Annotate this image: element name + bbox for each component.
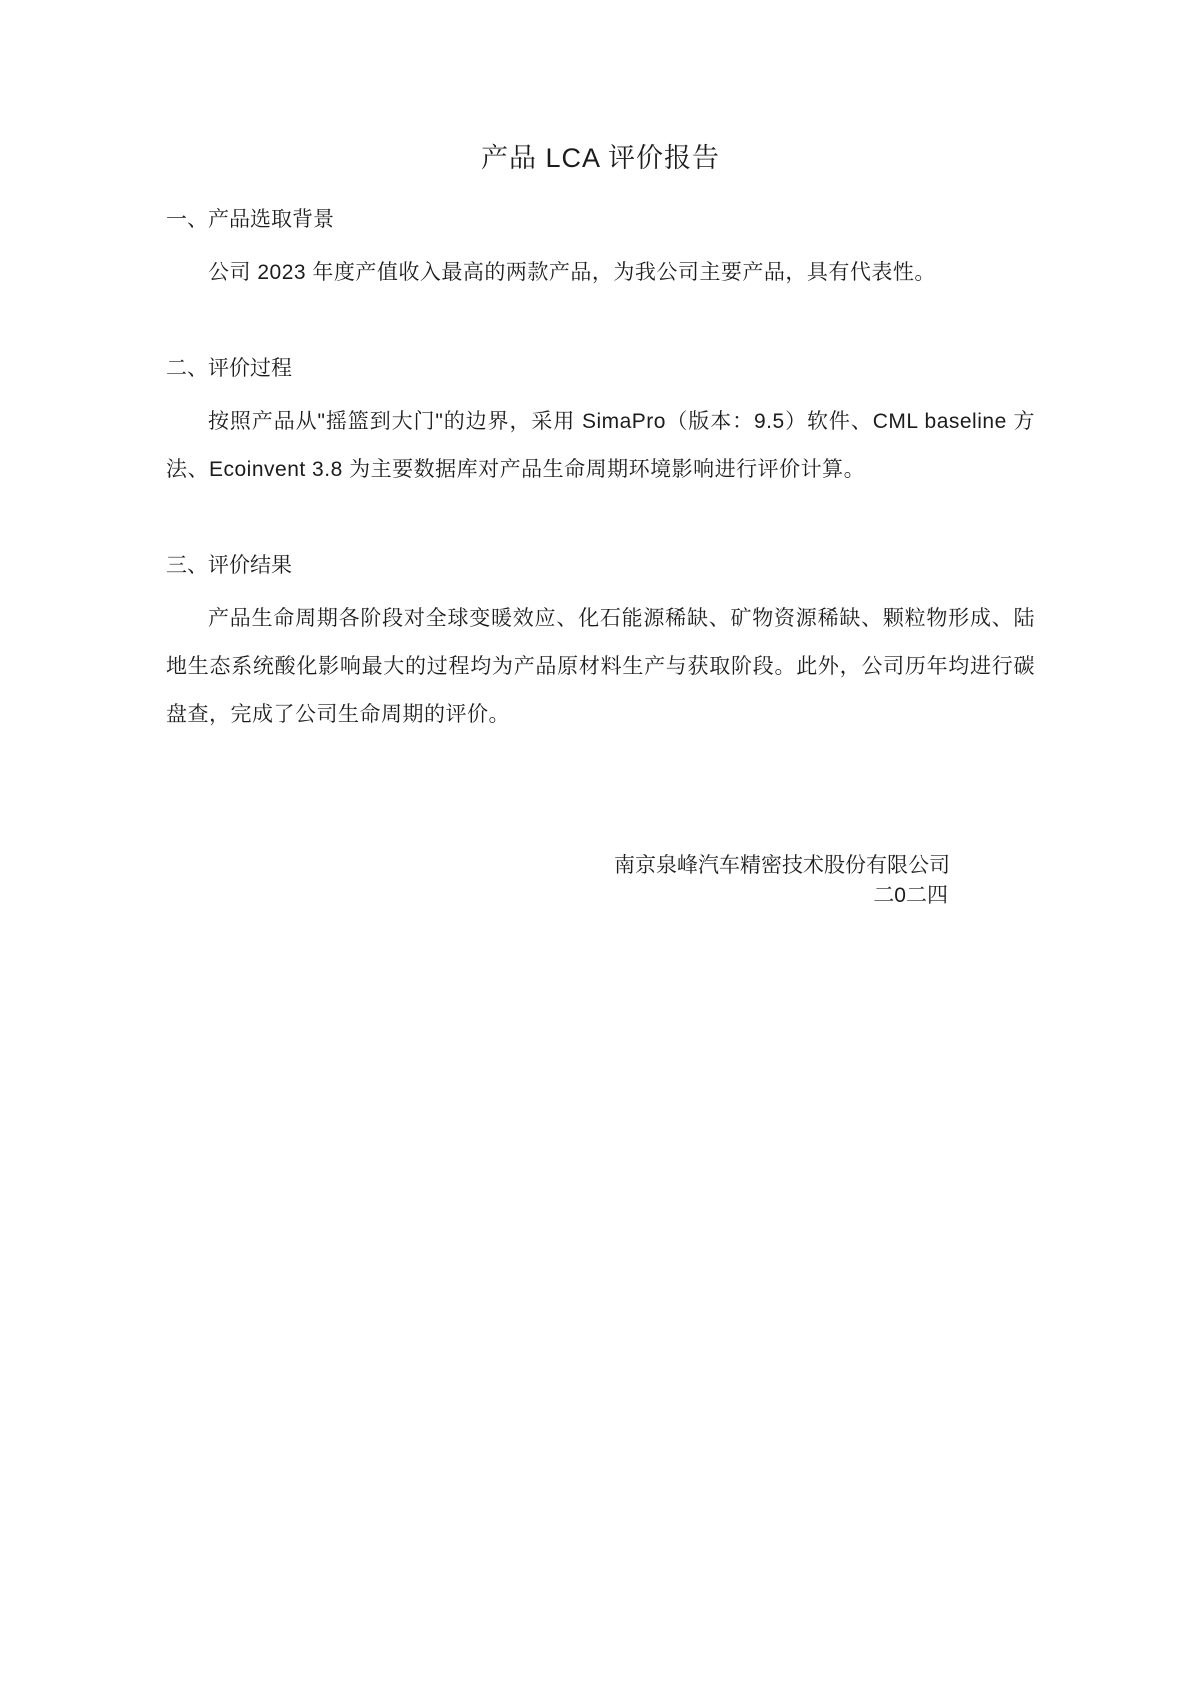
section-evaluation-process (166, 354, 1035, 494)
section-paragraph: 按照产品从"摇篮到大门"的边界，采用 SimaPro（版本：9.5）软件、CML baseline 方法、Ecoinvent 3.8 为主要数据库对产品生命周期环境影响进行评价计算。 (166, 410, 1035, 481)
section-heading: 三、评价结果 (166, 554, 292, 577)
section-paragraph: 产品生命周期各阶段对全球变暖效应、化石能源稀缺、矿物资源稀缺、颗粒物形成、陆地生态系统酸化影响最大的过程均为产品原材料生产与获取阶段。此外，公司历年均进行碳盘查，完成了公司生命周期的评价。 (166, 607, 1035, 726)
section-heading: 一、产品选取背景 (166, 208, 334, 231)
section-heading: 二、评价过程 (166, 357, 292, 380)
signature-date: 二0二四 (873, 884, 948, 907)
signature-block (166, 851, 1035, 911)
section-evaluation-result (166, 551, 1035, 739)
signature-company: 南京泉峰汽车精密技术股份有限公司 (614, 854, 950, 877)
section-paragraph: 公司 2023 年度产值收入最高的两款产品，为我公司主要产品，具有代表性。 (208, 261, 936, 284)
section-product-background (166, 205, 1035, 297)
document-title: 产品 LCA 评价报告 (480, 143, 721, 173)
